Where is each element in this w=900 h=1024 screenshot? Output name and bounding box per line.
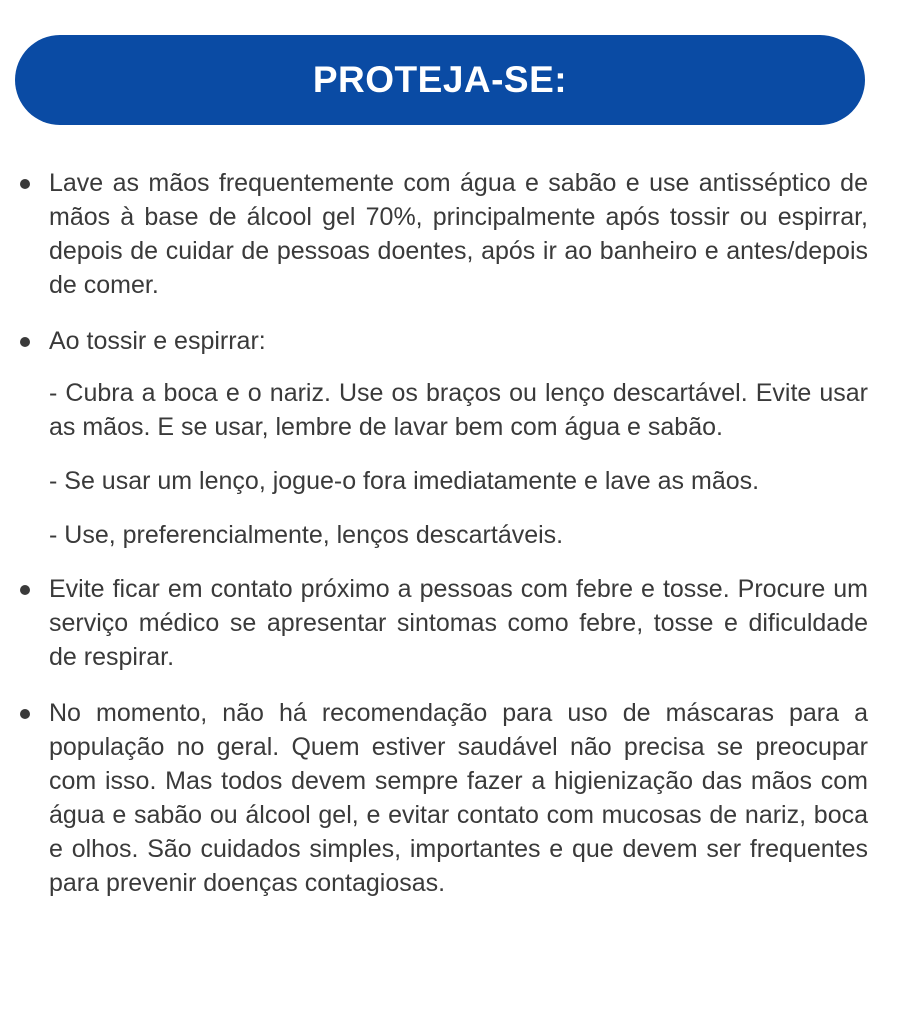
- list-item: [18, 572, 868, 674]
- list-item: [18, 166, 868, 302]
- header-banner: [15, 35, 865, 125]
- list-item-text: Evite ficar em contato próximo a pessoas com febre e tosse. Procure um serviço médico se apresentar sintomas como febre, tosse e dificuldade de respirar.: [49, 575, 868, 671]
- guidelines-list: [18, 166, 868, 900]
- list-item: [18, 324, 868, 358]
- list-item: [18, 696, 868, 900]
- sub-item: - Use, preferencialmente, lenços descartáveis.: [49, 521, 564, 549]
- list-item-text: No momento, não há recomendação para uso de máscaras para a população no geral. Quem estiver saudável não precisa se preocupar com isso. Mas todos devem sempre fazer a higienização das mãos com água e sabão ou álcool gel, e evitar contato com mucosas de nariz, boca e olhos. São cuidados simples, importantes e que devem ser frequentes para prevenir doenças contagiosas.: [49, 699, 868, 897]
- bullet-icon: [20, 709, 30, 719]
- list-item-text: Lave as mãos frequentemente com água e sabão e use antisséptico de mãos à base de álcool gel 70%, principalmente após tossir ou espirrar, depois de cuidar de pessoas doentes, após ir ao banheiro e antes/depois de comer.: [49, 169, 868, 299]
- sub-item: - Se usar um lenço, jogue-o fora imediatamente e lave as mãos.: [49, 467, 760, 495]
- list-item-text: Ao tossir e espirrar:: [49, 327, 266, 355]
- sub-item: - Cubra a boca e o nariz. Use os braços ou lenço descartável. Evite usar as mãos. E se usar, lembre de lavar bem com água e sabão.: [49, 379, 868, 441]
- bullet-icon: [20, 179, 30, 189]
- page-title: PROTEJA-SE:: [312, 59, 568, 100]
- bullet-icon: [20, 337, 30, 347]
- bullet-icon: [20, 585, 30, 595]
